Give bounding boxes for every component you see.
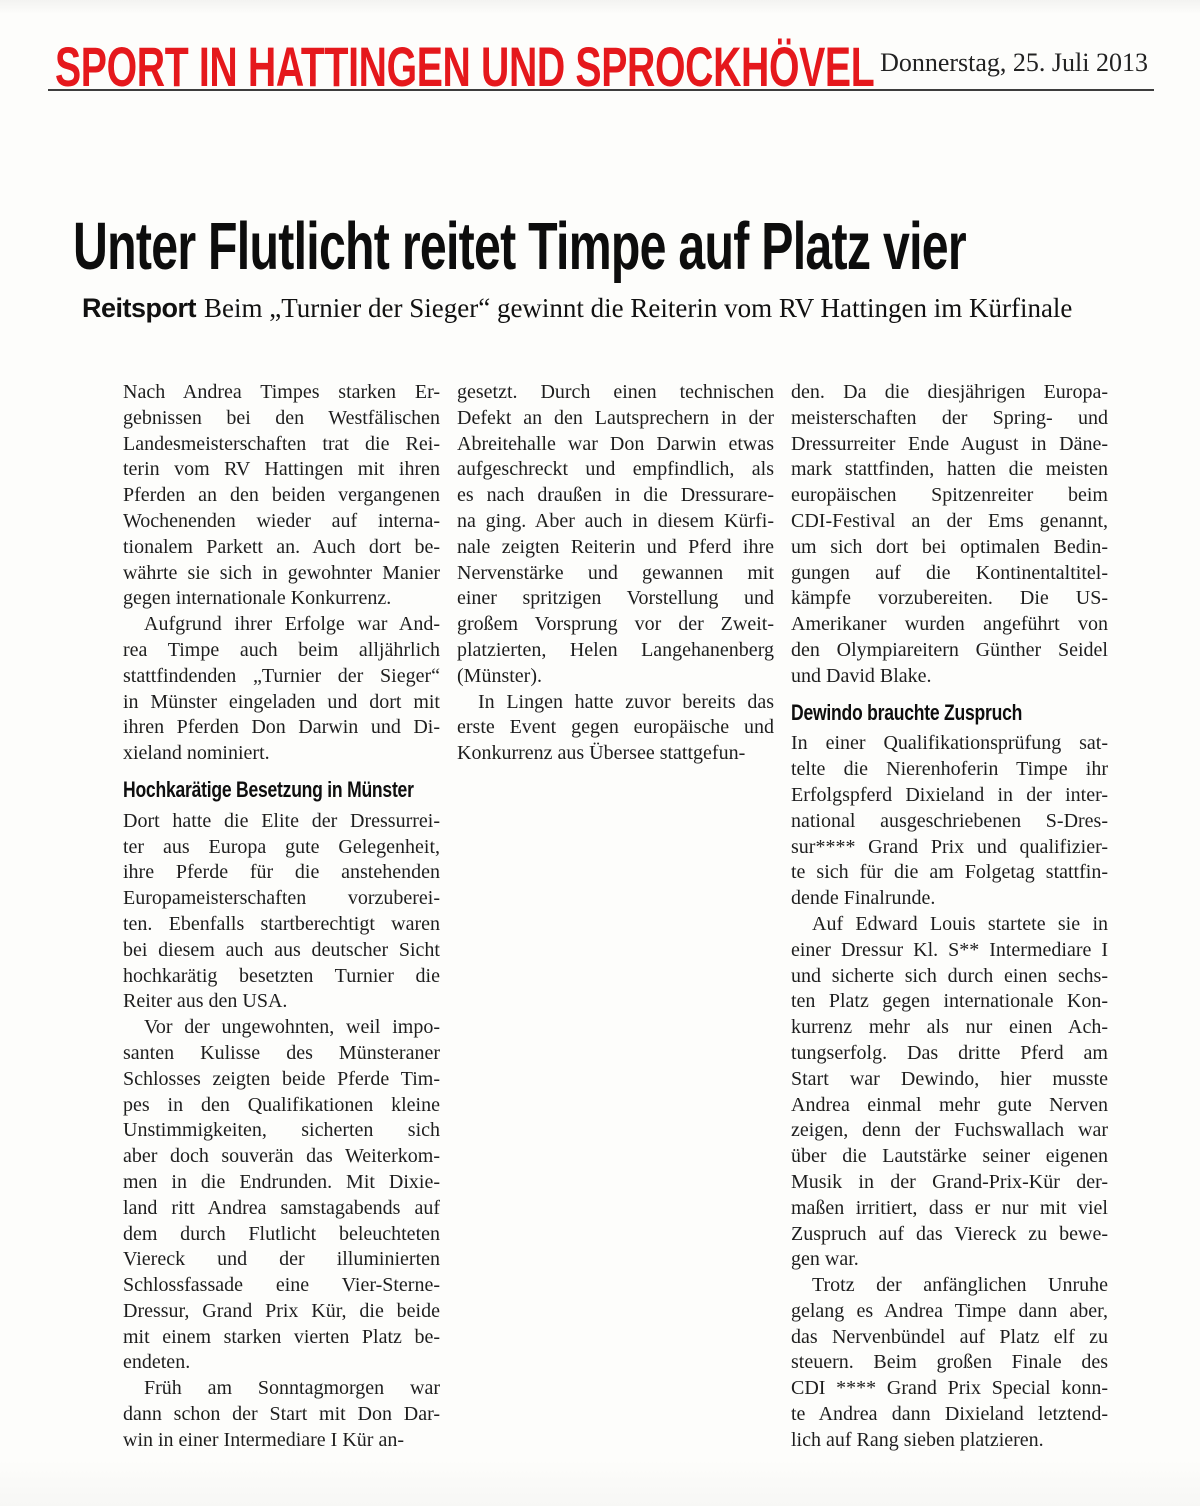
paragraph <box>123 380 440 612</box>
body-line: ter aus Europa gute Gelegenheit, <box>123 835 440 858</box>
body-line: gen war. <box>791 1248 859 1271</box>
body-line: bei diesem auch aus deutscher Sicht <box>123 938 440 961</box>
body-line: te Andrea dann Dixieland letztend- <box>791 1403 1108 1426</box>
paragraph <box>791 912 1108 1273</box>
body-line: in Münster eingeladen und dort mit <box>123 690 440 713</box>
section-subheading <box>123 777 440 803</box>
section-subheading <box>791 700 1108 726</box>
article-column <box>123 380 440 1454</box>
body-line: lich auf Rang sieben platzieren. <box>791 1428 1044 1451</box>
body-line: Dressur, Grand Prix Kür, die beide <box>123 1299 440 1322</box>
body-line: terin vom RV Hattingen mit ihren <box>123 458 440 481</box>
body-line: nale zeigten Reiterin und Pferd ihre <box>457 535 774 558</box>
body-line: Dort hatte die Elite der Dressurrei- <box>123 809 440 832</box>
body-line: In Lingen hatte zuvor bereits das <box>478 690 774 713</box>
body-line: Auf Edward Louis startete sie in <box>812 912 1108 935</box>
body-line: xieland nominiert. <box>123 742 270 765</box>
body-line: Reiter aus den USA. <box>123 990 288 1013</box>
body-line: Schlossfassade eine Vier-Sterne- <box>123 1274 440 1297</box>
article-column <box>791 380 1108 1454</box>
body-line: einer spritzigen Vorstellung und <box>457 587 774 610</box>
body-line: Amerikaner wurden angeführt von <box>791 613 1108 636</box>
body-line: In einer Qualifikationsprüfung sat- <box>791 732 1108 755</box>
body-line: und sicherte sich durch einen sechs- <box>791 964 1108 987</box>
subheadline-topic-label: Reitsport <box>82 293 197 323</box>
body-line: pes in den Qualifikationen kleine <box>123 1093 440 1116</box>
body-line: und David Blake. <box>791 664 932 687</box>
section-kicker: SPORT IN HATTINGEN UND SPROCKHÖVEL <box>55 35 875 98</box>
body-line: Nervenstärke und gewannen mit <box>457 561 774 584</box>
body-line: win in einer Intermediare I Kür an- <box>123 1428 404 1451</box>
body-line: Unstimmigkeiten, sicherten sich <box>123 1119 440 1142</box>
body-line: Andrea einmal mehr gute Nerven <box>791 1093 1108 1116</box>
body-line: dende Finalrunde. <box>791 887 936 910</box>
body-line: ten. Ebenfalls startberechtigt waren <box>123 912 440 935</box>
body-line: über die Lautstärke seiner eigenen <box>791 1145 1108 1168</box>
body-line: ihre Pferde für die anstehenden <box>123 861 440 884</box>
body-line: den. Da die diesjährigen Europa- <box>791 381 1108 403</box>
body-line: Aufgrund ihrer Erfolge war And- <box>144 613 440 636</box>
body-line: aufgeschreckt und empfindlich, als <box>457 458 774 481</box>
body-line: santen Kulisse des Münsteraner <box>123 1041 440 1064</box>
body-line: CDI-Festival an der Ems genannt, <box>791 509 1108 532</box>
body-line: den Olympiareitern Günther Seidel <box>791 638 1108 661</box>
body-line: Landesmeisterschaften trat die Rei- <box>123 432 440 455</box>
body-line: na ging. Aber auch in diesem Kürfi- <box>457 509 774 532</box>
body-line: gelang es Andrea Timpe dann aber, <box>791 1299 1108 1322</box>
body-line: Musik in der Grand-Prix-Kür der- <box>791 1170 1108 1193</box>
body-line: kurrenz mehr als nur einen Ach- <box>791 1016 1108 1039</box>
section-subheading-text: Dewindo brauchte Zuspruch <box>791 699 1023 725</box>
body-line: sur**** Grand Prix und qualifizier- <box>791 835 1108 858</box>
body-line: zeigen, denn der Fuchswallach war <box>791 1119 1108 1142</box>
body-line: Pferden an den beiden vergangenen <box>123 484 440 507</box>
body-line: gungen auf die Kontinentaltitel- <box>791 561 1108 584</box>
paragraph <box>123 809 440 1015</box>
body-line: dem durch Flutlicht beleuchteten <box>123 1222 440 1245</box>
body-line: Trotz der anfänglichen Unruhe <box>812 1274 1108 1297</box>
subheadline-text: Beim „Turnier der Sieger“ gewinnt die Reiterin vom RV Hattingen im Kürfinale <box>204 293 1073 323</box>
body-line: telte die Nierenhoferin Timpe ihr <box>791 758 1108 781</box>
paragraph <box>457 690 774 767</box>
section-subheading-text: Hochkarätige Besetzung in Münster <box>123 776 414 802</box>
paragraph <box>791 731 1108 912</box>
body-line: rea Timpe auch beim alljährlich <box>123 638 440 661</box>
body-line: Zuspruch auf das Viereck zu bewe- <box>791 1222 1108 1245</box>
body-line: kämpfe vorzubereiten. Die US- <box>791 587 1108 610</box>
body-line: Dressurreiter Ende August in Däne- <box>791 432 1108 455</box>
body-line: Früh am Sonntagmorgen war <box>144 1377 440 1400</box>
body-line: steuern. Beim großen Finale des <box>791 1351 1108 1374</box>
body-line: endeten. <box>123 1351 191 1374</box>
article-headline: Unter Flutlicht reitet Timpe auf Platz vier <box>73 209 966 284</box>
paragraph <box>123 1015 440 1376</box>
body-line: Viereck und der illuminierten <box>123 1248 440 1271</box>
body-line: Vor der ungewohnten, weil impo- <box>144 1016 440 1039</box>
body-line: Erfolgspferd Dixieland in der inter- <box>791 783 1108 806</box>
body-line: Start war Dewindo, hier musste <box>791 1067 1108 1090</box>
body-line: meisterschaften der Spring- und <box>791 406 1108 429</box>
body-line: platzierten, Helen Langehanenberg <box>457 638 774 661</box>
body-line: ihren Pferden Don Darwin und Di- <box>123 716 440 739</box>
paragraph <box>123 1376 440 1453</box>
body-line: gegen internationale Konkurrenz. <box>123 587 392 610</box>
body-line: tungserfolg. Das dritte Pferd am <box>791 1041 1108 1064</box>
body-line: stattfindenden „Turnier der Sieger“ <box>123 664 440 687</box>
body-line: einer Dressur Kl. S** Intermediare I <box>791 938 1108 961</box>
body-line: um sich dort bei optimalen Bedin- <box>791 535 1108 558</box>
body-line: erste Event gegen europäische und <box>457 716 774 739</box>
body-line: Wochenenden wieder auf interna- <box>123 509 440 532</box>
body-line: es nach draußen in die Dressurare- <box>457 484 774 507</box>
body-line: hochkarätig besetzten Turnier die <box>123 964 440 987</box>
paragraph <box>123 612 440 767</box>
article-column <box>457 380 774 1454</box>
header-rule <box>48 89 1154 91</box>
body-line: währte sie sich in gewohnter Manier <box>123 561 440 584</box>
article-subheadline <box>82 293 1072 324</box>
body-line: mark stattfinden, hatten die meisten <box>791 458 1108 481</box>
article-columns <box>123 380 1109 1454</box>
body-line: mit einem starken vierten Platz be- <box>123 1325 440 1348</box>
body-line: gesetzt. Durch einen technischen <box>457 381 774 403</box>
body-line: Abreitehalle war Don Darwin etwas <box>457 432 774 455</box>
body-line: maßen irritiert, dass er nur mit viel <box>791 1196 1108 1219</box>
paragraph <box>791 1273 1108 1454</box>
body-line: CDI **** Grand Prix Special konn- <box>791 1377 1108 1400</box>
body-line: ten Platz gegen internationale Kon- <box>791 990 1108 1013</box>
body-line: aber doch souverän das Weiterkom- <box>123 1145 440 1168</box>
body-line: national ausgeschriebenen S-Dres- <box>791 809 1108 832</box>
body-line: Europameisterschaften vorzuberei- <box>123 887 440 910</box>
paragraph <box>791 380 1108 690</box>
body-line: europäischen Spitzenreiter beim <box>791 484 1108 507</box>
body-line: men in die Endrunden. Mit Dixie- <box>123 1170 440 1193</box>
body-line: großem Vorsprung vor der Zweit- <box>457 613 774 636</box>
body-line: Konkurrenz aus Übersee stattgefun- <box>457 742 746 765</box>
body-line: tionalem Parkett an. Auch dort be- <box>123 535 440 558</box>
dateline: Donnerstag, 25. Juli 2013 <box>880 48 1148 77</box>
body-line: dann schon der Start mit Don Dar- <box>123 1403 440 1426</box>
body-line: gebnissen bei den Westfälischen <box>123 406 440 429</box>
body-line: das Nervenbündel auf Platz elf zu <box>791 1325 1108 1348</box>
body-line: (Münster). <box>457 664 542 687</box>
body-line: land ritt Andrea samstagabends auf <box>123 1196 440 1219</box>
paragraph <box>457 380 774 690</box>
body-line: Defekt an den Lautsprechern in der <box>457 406 774 429</box>
body-line: te sich für die am Folgetag stattfin- <box>791 861 1108 884</box>
body-line: Schlosses zeigten beide Pferde Tim- <box>123 1067 440 1090</box>
body-line: Nach Andrea Timpes starken Er- <box>123 381 440 403</box>
